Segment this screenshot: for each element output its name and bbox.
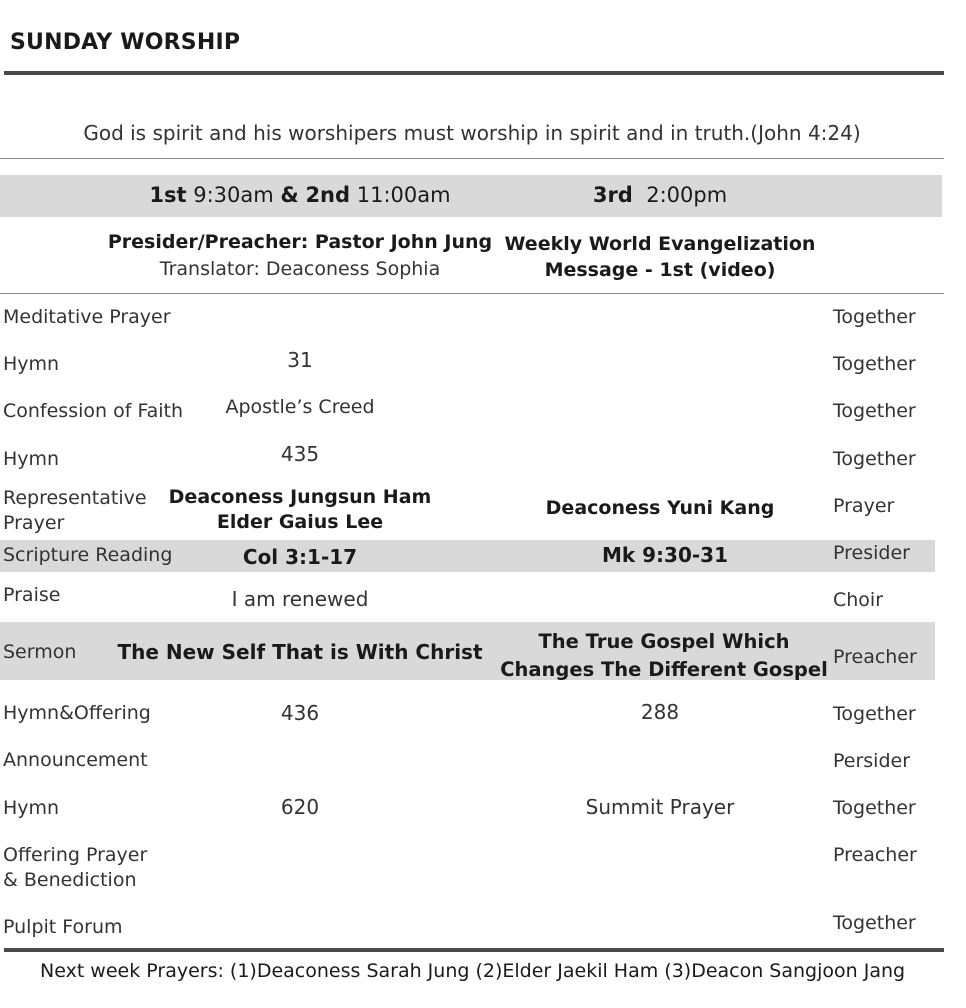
service-times-3	[510, 183, 810, 207]
second-service-time: 11:00am	[356, 183, 451, 207]
meditative-prayer-role: Together	[833, 306, 916, 328]
sermon-role: Preacher	[833, 646, 917, 668]
sermon-title-1st-2nd: The New Self That is With Christ	[117, 640, 483, 664]
verse-divider	[0, 158, 944, 159]
hymn-offering-1st-2nd: 436	[280, 701, 320, 725]
meditative-prayer-label: Meditative Prayer	[3, 306, 171, 328]
hymn-2-role: Together	[833, 448, 916, 470]
first-service-label: 1st	[149, 183, 187, 207]
sermon-label: Sermon	[3, 641, 77, 663]
scripture-label: Scripture Reading	[3, 544, 173, 566]
sermon-title-3rd-line1: The True Gospel Which	[538, 630, 790, 653]
praise-role: Choir	[833, 589, 884, 611]
offering-prayer-role: Preacher	[833, 844, 917, 866]
third-service-message-line2: Message - 1st (video)	[544, 259, 776, 281]
offering-prayer-label-line2: & Benediction	[3, 869, 137, 891]
hymn-3-number: 620	[280, 795, 320, 819]
pulpit-forum-label: Pulpit Forum	[3, 916, 123, 938]
third-service-message-line1: Weekly World Evangelization	[504, 233, 816, 255]
leaders-divider	[0, 293, 944, 294]
announcement-role: Persider	[833, 750, 911, 772]
representative-prayer-names	[150, 485, 450, 535]
hymn-2-label: Hymn	[3, 448, 60, 470]
translator: Translator: Deaconess Sophia	[159, 258, 441, 280]
sermon-title-3rd-line2: Changes The Different Gospel	[500, 658, 828, 681]
pulpit-forum-role: Together	[833, 912, 916, 934]
announcement-label: Announcement	[3, 749, 148, 771]
presider-preacher: Presider/Preacher: Pastor John Jung	[107, 231, 493, 253]
representative-prayer-name-2: Elder Gaius Lee	[216, 511, 384, 533]
ampersand: &	[280, 183, 299, 207]
first-service-time: 9:30am	[193, 183, 274, 207]
hymn-offering-3rd: 288	[640, 700, 680, 724]
sermon-title-3rd	[500, 628, 828, 684]
praise-label: Praise	[3, 584, 61, 606]
offering-prayer-label-line1: Offering Prayer	[3, 844, 148, 866]
page-title: SUNDAY WORSHIP	[10, 30, 241, 55]
confession-value: Apostle’s Creed	[225, 396, 375, 418]
hymn-offering-role: Together	[833, 703, 916, 725]
representative-prayer-label-line1: Representative	[3, 487, 147, 509]
offering-prayer-label	[3, 843, 147, 893]
representative-prayer-third: Deaconess Yuni Kang	[545, 497, 775, 519]
scripture-3rd: Mk 9:30-31	[601, 543, 729, 567]
hymn-3-role: Together	[833, 797, 916, 819]
confession-role: Together	[833, 400, 916, 422]
representative-prayer-label	[3, 486, 147, 536]
representative-prayer-label-line2: Prayer	[3, 512, 65, 534]
hymn-1-number: 31	[287, 348, 313, 372]
third-service-label: 3rd	[592, 183, 633, 207]
scripture-verse: God is spirit and his worshipers must worship in spirit and in truth.(John 4:24)	[83, 121, 861, 145]
next-week-prayers: Next week Prayers: (1)Deaconess Sarah Jung (2)Elder Jaekil Ham (3)Deacon Sangjoon Jang	[40, 960, 906, 982]
hymn-3-third: Summit Prayer	[585, 795, 735, 819]
hymn-offering-label: Hymn&Offering	[3, 702, 151, 724]
service-times-1-2	[110, 183, 490, 207]
header-divider	[4, 71, 944, 75]
third-service-time: 2:00pm	[646, 183, 728, 207]
confession-label: Confession of Faith	[3, 400, 184, 422]
representative-prayer-name-1: Deaconess Jungsun Ham	[168, 486, 432, 508]
scripture-1st-2nd: Col 3:1-17	[242, 545, 358, 569]
hymn-1-label: Hymn	[3, 353, 60, 375]
praise-value: I am renewed	[231, 587, 369, 611]
hymn-3-label: Hymn	[3, 797, 60, 819]
footer-divider	[4, 948, 944, 952]
second-service-label: 2nd	[305, 183, 351, 207]
scripture-role: Presider	[833, 542, 910, 564]
representative-prayer-role: Prayer	[833, 495, 895, 517]
hymn-2-number: 435	[280, 442, 320, 466]
hymn-1-role: Together	[833, 353, 916, 375]
